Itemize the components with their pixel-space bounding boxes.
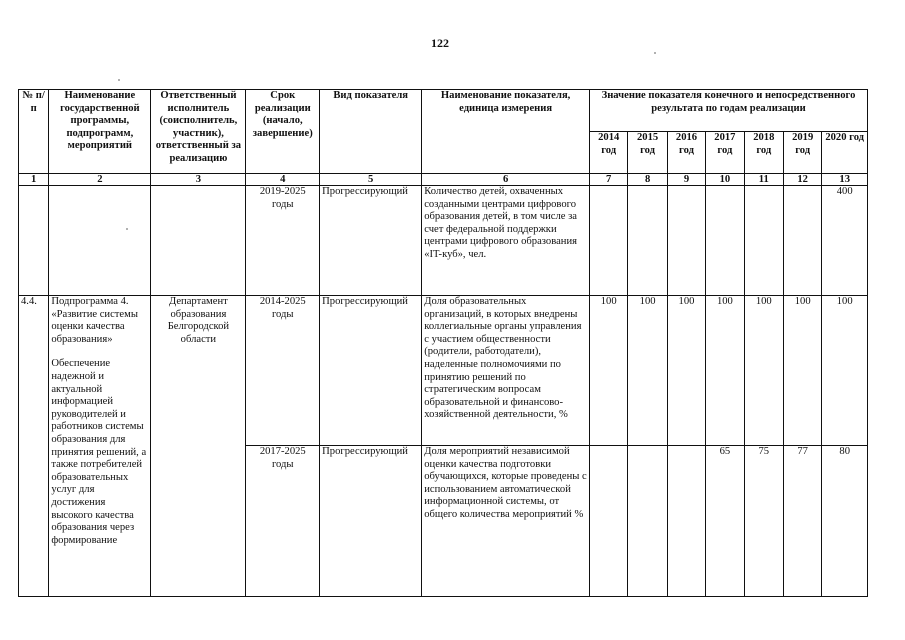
- indicator-name-cell: Доля образовательных организаций, в которых внедрены коллегиальные органы управления с участием общественности (родители, работодатели), наделенные полномочиями по принятию решений по стратегическим вопросам образовательной и финансово-хозяйственной деятельности, %: [422, 296, 590, 446]
- column-number: 12: [783, 174, 821, 186]
- column-number: 2: [49, 174, 151, 186]
- value-2020: 100: [822, 296, 868, 446]
- header-year: 2020 год: [822, 132, 868, 174]
- column-number: 11: [744, 174, 783, 186]
- header-year: 2014 год: [590, 132, 628, 174]
- column-number: 13: [822, 174, 868, 186]
- row-num-cell: 4.4.: [19, 296, 49, 597]
- header-program: Наименование государственной программы, подпрограмм, мероприятий: [49, 90, 151, 174]
- indicator-name-cell: Количество детей, охваченных созданными центрами цифрового образования детей, в том числе за счет федеральной поддержки центрами цифрового образования «IT-куб», чел.: [422, 186, 590, 296]
- value-2019: 77: [783, 446, 821, 597]
- term-cell: 2014-2025 годы: [246, 296, 320, 446]
- program-title: Подпрограмма 4. «Развитие системы оценки качества образования»: [51, 296, 138, 345]
- header-values-group: Значение показателя конечного и непосредственного результата по годам реализации: [590, 90, 868, 132]
- value-2017: 65: [706, 446, 744, 597]
- header-year: 2015 год: [628, 132, 667, 174]
- program-cell: [49, 296, 151, 597]
- column-number: 8: [628, 174, 667, 186]
- header-year: 2018 год: [744, 132, 783, 174]
- column-number: 9: [667, 174, 705, 186]
- column-number: 6: [422, 174, 590, 186]
- header-executor: Ответственный исполнитель (соисполнитель, участник), ответственный за реализацию: [151, 90, 246, 174]
- column-number: 3: [151, 174, 246, 186]
- value-2016: [667, 446, 705, 597]
- value-2018: [744, 186, 783, 296]
- indicator-table: [18, 89, 868, 597]
- value-2017: 100: [706, 296, 744, 446]
- value-2016: 100: [667, 296, 705, 446]
- column-number: 1: [19, 174, 49, 186]
- value-2015: 100: [628, 296, 667, 446]
- term-cell: 2017-2025 годы: [246, 446, 320, 597]
- column-number: 10: [706, 174, 744, 186]
- value-2014: [590, 446, 628, 597]
- program-cell: [49, 186, 151, 296]
- program-description: Обеспечение надежной и актуальной информацией руководителей и работников системы образования для принятия решений, а также потребителей образовательных услуг для достижения высокого качества образования через формирование: [51, 358, 147, 546]
- header-num: № п/п: [19, 90, 49, 174]
- header-term: Срок реализации (начало, завершение): [246, 90, 320, 174]
- value-2020: 80: [822, 446, 868, 597]
- executor-cell: Департамент образования Белгородской области: [151, 296, 246, 597]
- value-2014: [590, 186, 628, 296]
- indicator-name-cell: Доля мероприятий независимой оценки качества подготовки обучающихся, которые проведены с использованием автоматической информационной системы, от общего количества мероприятий %: [422, 446, 590, 597]
- value-2019: 100: [783, 296, 821, 446]
- header-indicator-name: Наименование показателя, единица измерения: [422, 90, 590, 174]
- page-number: 122: [431, 36, 449, 50]
- value-2020: 400: [822, 186, 868, 296]
- column-number: 5: [320, 174, 422, 186]
- table-row: [19, 296, 868, 446]
- value-2018: 75: [744, 446, 783, 597]
- indicator-table-sheet: [18, 89, 868, 597]
- indicator-type-cell: Прогрессирующий: [320, 296, 422, 446]
- value-2019: [783, 186, 821, 296]
- scan-speck: [654, 52, 656, 54]
- value-2015: [628, 446, 667, 597]
- header-year: 2016 год: [667, 132, 705, 174]
- header-year: 2017 год: [706, 132, 744, 174]
- header-indicator-type: Вид показателя: [320, 90, 422, 174]
- scan-speck: [118, 79, 120, 81]
- value-2016: [667, 186, 705, 296]
- indicator-type-cell: Прогрессирующий: [320, 446, 422, 597]
- header-year: 2019 год: [783, 132, 821, 174]
- value-2018: 100: [744, 296, 783, 446]
- table-row: [19, 186, 868, 296]
- column-number-row: [19, 174, 868, 186]
- value-2015: [628, 186, 667, 296]
- executor-cell: [151, 186, 246, 296]
- column-number: 4: [246, 174, 320, 186]
- indicator-type-cell: Прогрессирующий: [320, 186, 422, 296]
- value-2017: [706, 186, 744, 296]
- scan-speck: [126, 228, 128, 230]
- row-num-cell: [19, 186, 49, 296]
- value-2014: 100: [590, 296, 628, 446]
- column-number: 7: [590, 174, 628, 186]
- term-cell: 2019-2025 годы: [246, 186, 320, 296]
- header-row-top: [19, 90, 868, 132]
